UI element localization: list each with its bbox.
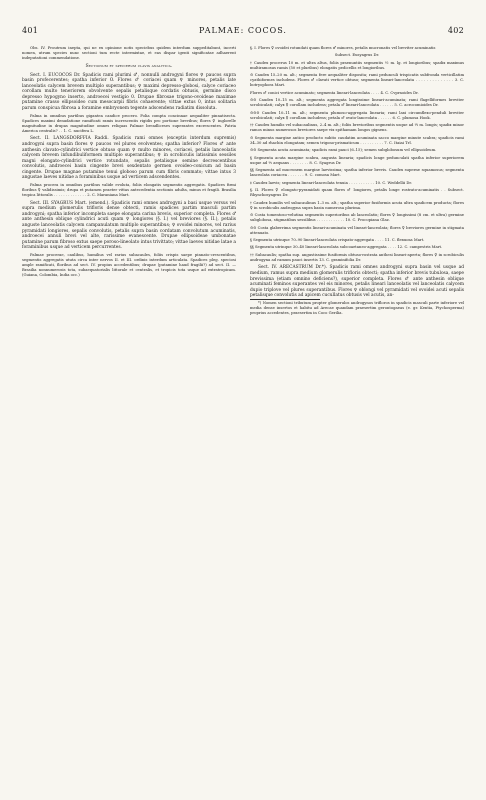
right-column-paragraph: § Segmenta acuta margine scabra, angusta linearia; spadicis longe pedunculati spatha inferior superiorem usque ad ⅔ aequans . . . . . . . . 8. C. Syagrus Dr.: [250, 155, 464, 165]
footnote-rule: [250, 299, 320, 300]
right-column-paragraph: Flores ♂ conici vertice acuminato; segmenta lineari-lanceolata . . . . 4. C. Cvprnoides Dr.: [250, 90, 419, 95]
left-column-paragraph: Sectionum et specierum clavis analytica.: [85, 64, 173, 70]
right-column-paragraph: ‡ Caudex laevis; segmenta lineari-lanceolata tenuia . . . . . . . . . . . 10. C. Weddellii Dr.: [250, 180, 412, 185]
left-column-paragraph: Palma procera in omnibus partibus valide evoluta, foliis elongatis segmentis aggregatis. Spadices firmi floribus ♀ validissimis; drupa et putamen praeter vittas antecedentia sectionis adulta, minus et fragili. Brasilia tropica littoralis . . . . . . . . . . . . . . 2. C. Maraniana Mart.: [22, 183, 236, 198]
running-title: PALMAE: COCOS.: [199, 26, 287, 35]
right-column-paragraph: §. I. Flores ♀ ovoidei rotundati quam flores ♂ minores, petalis mucronatis vel breviter acuminatis: [250, 46, 436, 50]
right-column-paragraph: ⊙⊙ Segmenta acuta acuminata; spadicis rami pauci (6–15); semen subglobosum vel ellipsoideum.: [250, 148, 437, 153]
left-column-paragraph: Sect. II. LANGSDORFFIA Raddi. Spadicis rami omnes (exceptis interdum supremis) androgyni supra basin flores ♀ paucos vel plures evolventes; spatha inferior? Flores ♂ ante anthesin clavato-cylindrici vertice obtuso quam ♀ multo minores, coriacei, petalis lanceolatis calycem brevem infundibuliformem multiplo superantibus; ♀ in scrobiculis latissimis sessiles magni elongato-cylindrici vertice rotundato, sepalis petalisque semine decrescentibus convolutis, androecei basin cingente brevi sexdentato germen ovoideo-conicum ad basin cingente. Drupae magnae putamine tenui globoso parum cum fibris commato; vittae intus 3 angustae laeves nitidae a foraminibus usque ad verticem adscendentes.: [22, 136, 236, 181]
left-column-paragraph: Palma in omnibus partibus gigantea candice procero. Folia compta concinnae aequaliter pinnatisecta. Spadices maximi denudatione ramificati ramis increscentis rigidis pro portione brevibus; flores ♀ inglorelle magnitudine in drupas magnitudine omnes reliquas Palmae breadliceses superantes excrescentes. Patria America centralis? . . 1. C. nucifera L.: [22, 113, 236, 134]
right-column-paragraph: §§ Segmenta ad mucronem margine laevissima; spatha inferior brevis. Caudex superne squamosus; segmenta lanceolata coriacea . . . . . . . 9. C. comosa Mart.: [250, 168, 464, 178]
right-column-paragraph: †† Subacaulis; spatha sup. angustissime fusiformis obtuso-rostrata anthesi lineari-aperta; flores ♀ in scrobiculis androgyna ad ramum pauci insertis 13. C. graminifolia Dr.: [250, 252, 464, 262]
right-column: [250, 46, 464, 781]
right-column-paragraph: † Caudex procerus 10 m. et ultra altus, foliis praenuntiis segmentis ⅙ m. lg. et longioribus; spadix maximus multiramosus ramis (50 et pluribus) elongatis pedicellis et longioribus.: [250, 60, 464, 70]
page-number-right: 402: [447, 26, 464, 35]
left-column: [22, 46, 236, 781]
right-column-paragraph: ⊙ Costa tomentoso-velutina segmentis superioribus ab lanceolatis; flores ♀ longissimi (8 cm. et ultra) germine subglobosa, stigmatibus sessilibus . . . . . . . . . . . . 10. C. Procopiana Glaz.: [250, 213, 464, 223]
right-column-paragraph: §. II. Flores ♀ elongato-pyramidati quam flores ♂ longiores, petalis longe rostrato-acuminatis . . Subsect. Rhynchosyagrus Dr.: [250, 188, 464, 198]
right-column-paragraph: ⊙⊙⊙ Caudex 10–11 m. alt.; segmenta plumoso-aggregata linearia; rami laxi circumflexo-penduli breviter scrobiculati; calyx ♀ corollam includens; petala ♂ ovato-lanceolata . . . . . . 6. C. plumosa Hook.: [250, 110, 464, 120]
left-column-paragraph: Obs. IV. Proutrum inepta, qui ne ex opinione notis speciebus quidem interdum suppeditabunt, incerti nomen, utrum species nunc sectioni tum recte intermixtae, et eas dispar igenti significatae adhaerent indeputationi commendatione.: [22, 46, 236, 61]
left-column-paragraph: Sect. III. SYAGRUS Mart. (emend.). Spadicis rami omnes androgyni a basi usque versus vel supra medium glomerulis trifloris dense obtecti, ramis spadices partim masculi partim androgyni; spatha inferior incompleta saepe elongata carina brevis, superior completa. Flores ♂ ante anthesin oblique cylindrici acuti quam ♀ longiores (§. I.) vel breviores (§. II.), petalis anguste lanceolatis calycem campanulatum multiplo superantibus; ♀ ovoidei minores, vel rarius pyramidati longiores, sepalis convolutis, petalis supra basin cordatam convolutum acuminatis, androecei annuli brevi vel alte, rarissime evanescente. Drupae ellipsoideae umbonatae putamine parum fibroso extus saepe poroso-lineolato intus trivittato; vittae laeves nitidae latae a foraminibus usque ad verticem percurrentes.: [22, 200, 236, 251]
right-column-paragraph: §§ Segmenta utrinque 30–40 lineari-lanceolata subcoaetaneo-aggregata . . . . 12. C. campestris Mart.: [250, 245, 443, 250]
left-column-paragraph: Palmae procerae, caulibus, humilius vel rarius subacaules, foliis crispis saepe pinnato-crescentibus, segmentis aggregatis ututa circa inter nervos II. et III. ordinis interdum articulata. Spadices pleg. speciosi ample ramificati, floribus ad sect. IV. propius accedentibus; drupae (putamine haud fragilii?) ad sect. II. — Brasilia nonnumerosis tota, subaequatorialis littorale et centralis, et tropicis tota usque ad extratropicam. (Guiana, Colombia, India occ.): [22, 253, 236, 278]
page-header: [22, 26, 464, 38]
left-column-paragraph: Sect. I. EUCOCOS Dr. Spadicis rami plurimi ♂, nonnulli androgyni flores ♀ paucos supra basin profecerentes; spatha inferior O. Flores ♂ coriacei quam ♀ minores, petalis late lanceolatis calycem brevem multiplo superantibus; ♀ maximi depresso-globosi, calyce coriaceo corollam multo teneriorem obvolvente sepalis petalisque cordatis obtusis, germine disco depresso hypogyno inserto, androecei vestigio 0. Drupae fibrosae trigono-ovoideae maximae putamine crasso ellipsoideo cum mesocarpii fibris cohaerente; vittae extus 0, intus solitaria parum conspicua fibrosa a foramine embryonem tegente adscendens radiatim dissoluta.: [22, 72, 236, 111]
right-column-paragraph: § Segmenta utrinque 70–90 lineari-lanceolata crispato-aggregata . . . . 11. C. flexuosa Mart.: [250, 238, 425, 243]
right-column-paragraph: † Caudex humilis vel subacaulinus 1–3 m. alt.; spatha superior fusiformis acuta ultra spadicem producta; flores ♀ in scrobiculis androgyna supra basin numerosa plurima.: [250, 200, 464, 210]
right-column-paragraph: Subsect. Eusyagrus Dr.: [334, 53, 380, 58]
right-column-paragraph: ⊙ Segmenta margine antico producto subito caudatim acuminata sacco margine minute scabra; spadicis rami 34–30 ad rhachin elongatam; semen trigono-prismaticum . . . . . . . . . . 7. C. Itaiai Trl.: [250, 135, 464, 145]
right-column-paragraph: †† Caudex humilis vel subacaulinus, 2–4 m. alt.; foliis brevioribus segmentis usque ad ⅓ m. longis; spadix minor ramos minus numerosos breviores saepe vix spithamam longos gignens.: [250, 123, 464, 133]
right-column-paragraph: ⊙⊙ Costa glaberrima segmentis lineari-acuminata vel lineari-lanceolata; flores ♀ breviores germine in stigmata attenuato.: [250, 225, 464, 235]
right-column-paragraph: *) Nomen sectioni tributum propter glomerulos androgynos trifloros in spadicis masculi parte inferiore vel media dense insertos et habitu ad Arecae quandam praesertim gerontogaeas (e. gr. Kentia, Ptychosperma) proprius accedentes, praesertim in Coco Gerilia.: [250, 301, 464, 316]
page-number-left: 401: [22, 26, 39, 35]
right-column-paragraph: ⊙ Caudex 15–20 m. alt.; segmenta fere aequaliter disposita; rami pedunculi trispicatis subfronda verticillatim cyathiformes includens. Flores ♂ clavati vertice obtuso; segmenta lineari-lanceolata . . . . . . . . . . . . . . 3. C. botryophora Mart.: [250, 73, 464, 88]
right-column-paragraph: Sect. IV. ARECASTRUM Dr.*). Spadicis rami omnes androgyni supra basin vel usque ad medium, ramus supra medium glomerulis trifloris obtecti; spatha inferior brevis tubulosa, saepe brevissima (etiam omnino deficiens?), superior completa. Flores ♂ ante anthesin oblique acuminati feminos superantes vel eis minores, petalis lineari lanceolatis vel lanceolatis calycem dupio triplove vel plures superantibus. Flores ♀ oblongi vel pyramidati vel ovoidei acuti sepalis petalisque convolutis ad apicem cucullatus obtusis vel acutis, an-: [250, 265, 464, 299]
right-column-paragraph: ⊙⊙ Caudex 10–15 m. alt.; segmenta aggregata longissime lineari-acuminata; rami flagelliformes breviter scrobiculati; calyx ♀ corollam includens; petala ♂ lineari-lanceolata . . . . . . 5. C. acrocomioides Dr.: [250, 98, 464, 108]
